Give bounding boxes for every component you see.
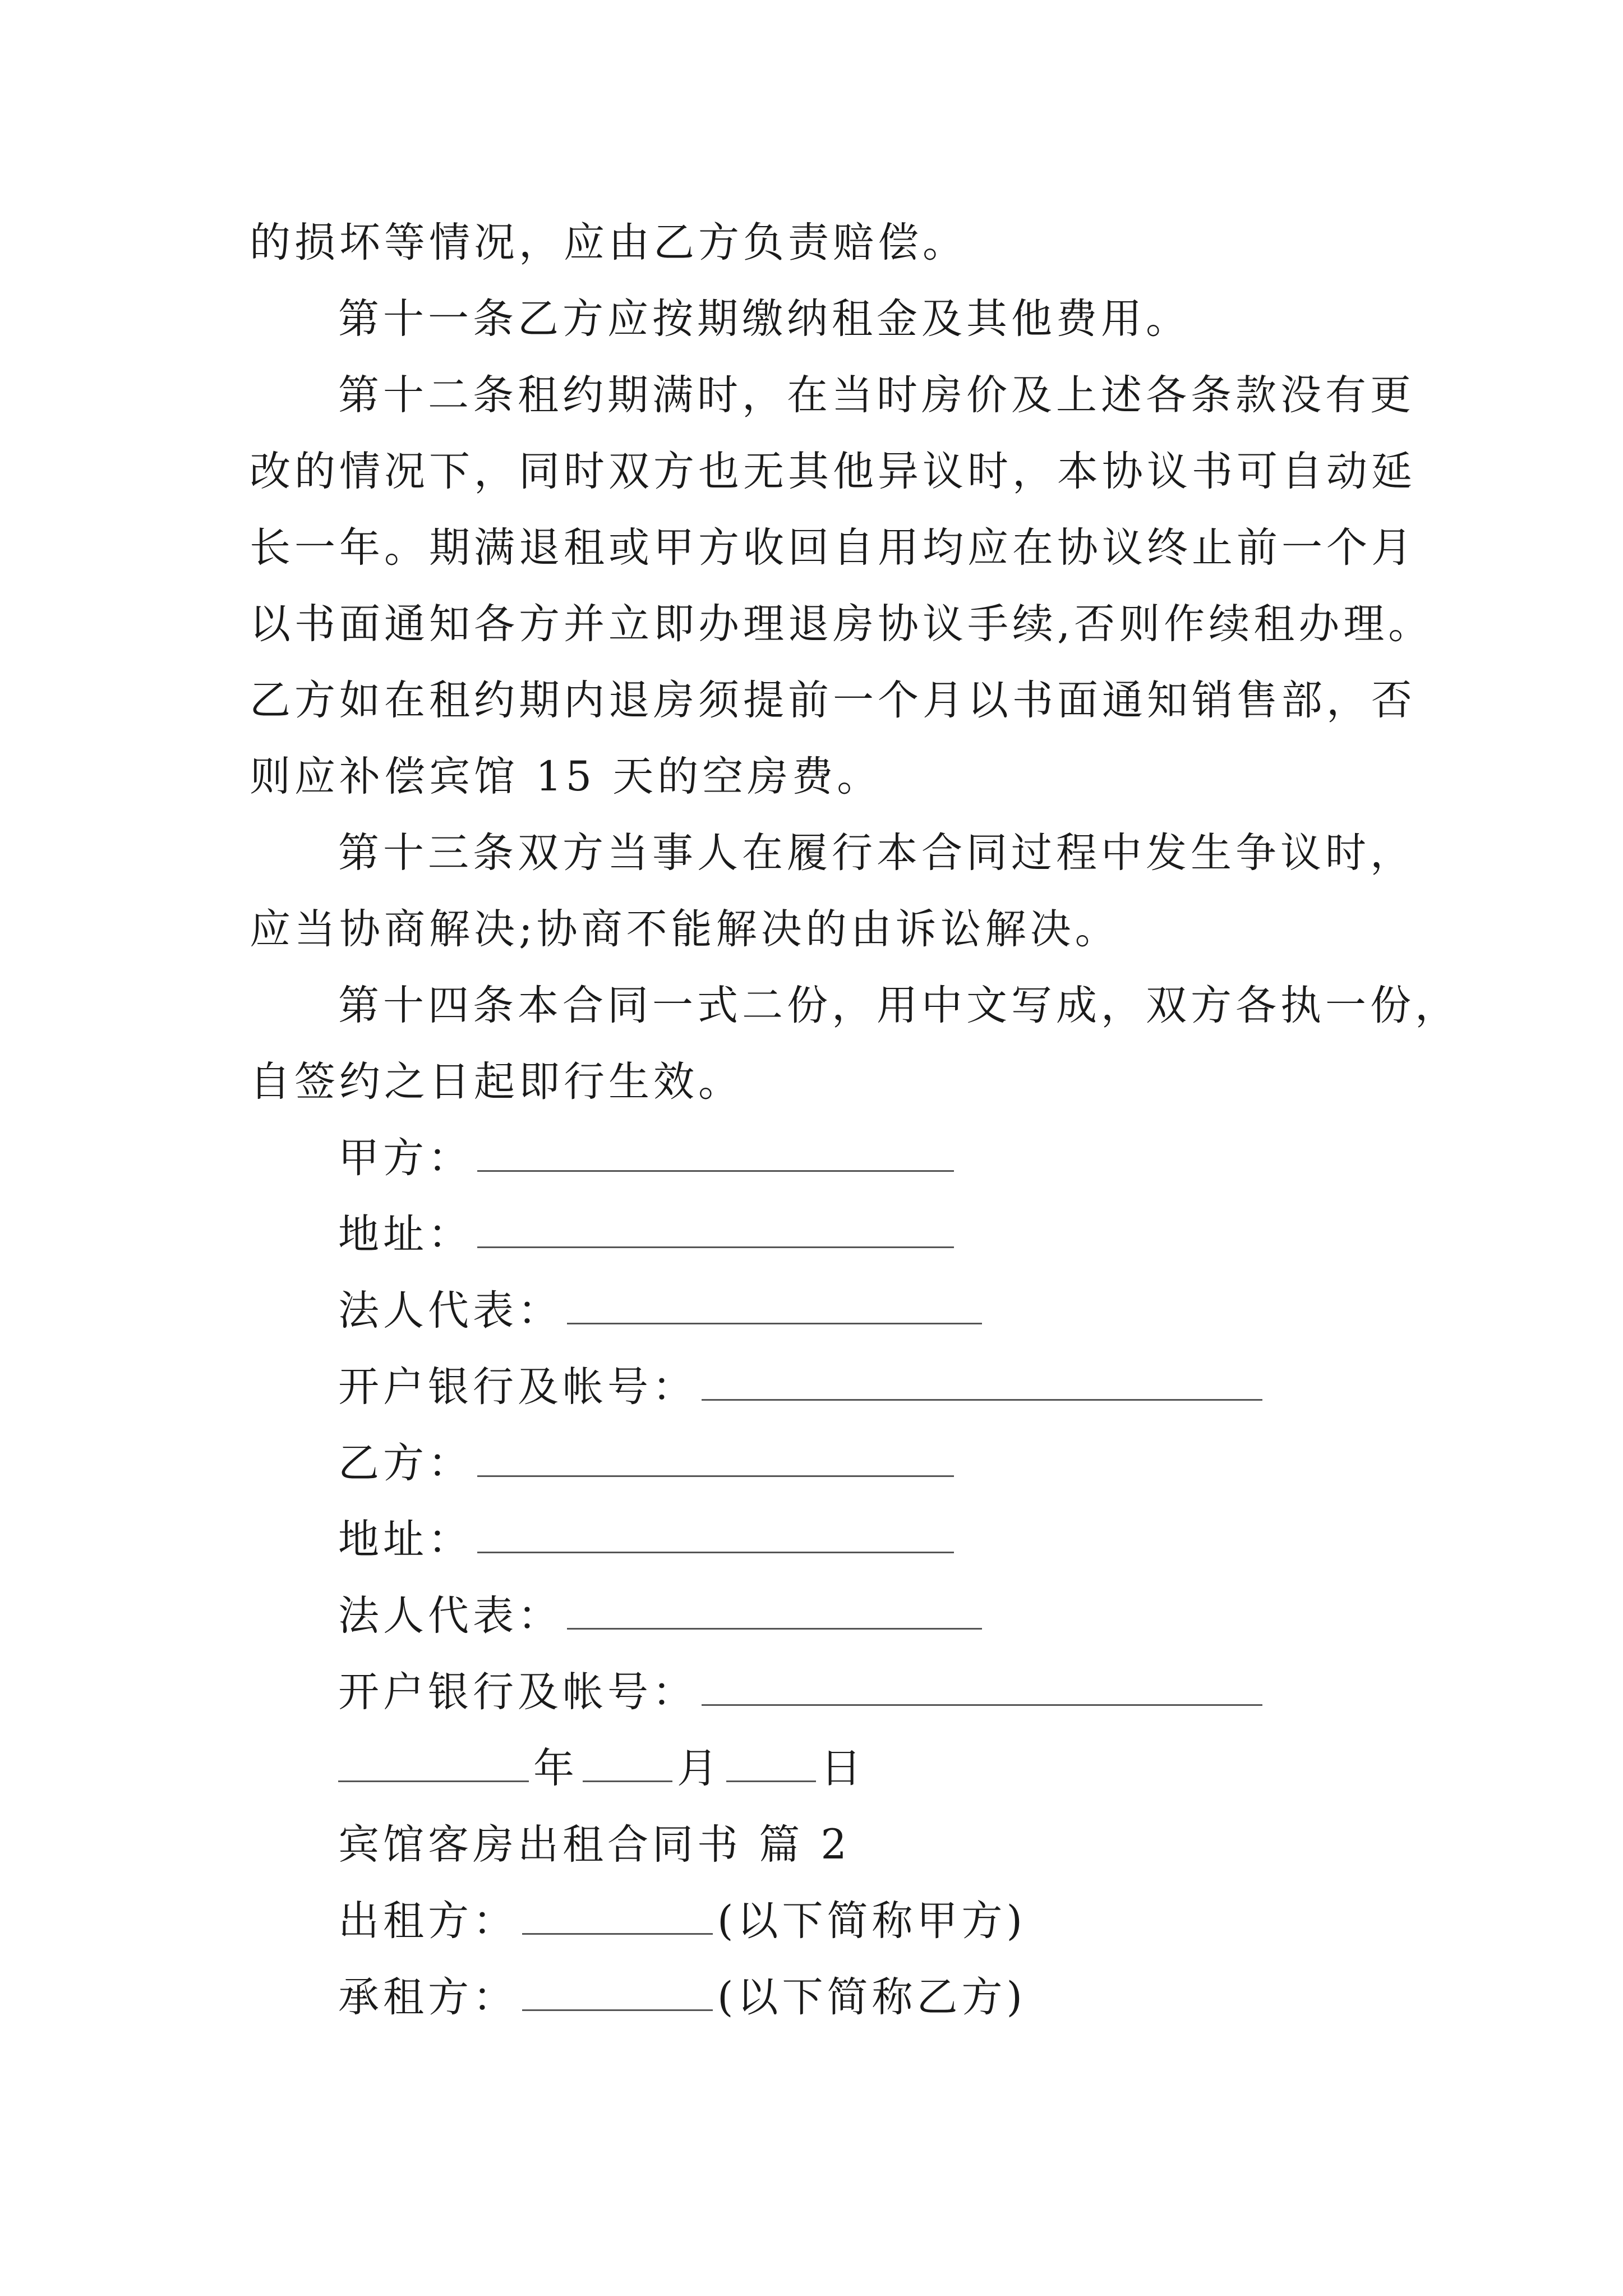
party-a-name-label: 甲方：	[338, 1134, 473, 1182]
party-a-rep-blank[interactable]	[567, 1288, 982, 1324]
lessor-blank[interactable]	[522, 1898, 713, 1935]
paragraph-line: 应当协商解决;协商不能解决的由诉讼解决。	[250, 905, 1120, 953]
lessee-blank[interactable]	[522, 1975, 713, 2011]
party-b-bank-blank[interactable]	[702, 1669, 1262, 1706]
document-body	[250, 205, 1460, 2036]
party-a-bank-blank[interactable]	[702, 1364, 1262, 1401]
date-row	[250, 1731, 1394, 1807]
paragraph-line: 的损坏等情况，应由乙方负责赔偿。	[250, 219, 967, 266]
party-b-rep-label: 法人代表：	[338, 1592, 562, 1640]
paragraph-line: 自签约之日起即行生效。	[250, 1058, 743, 1106]
party-a-rep-row	[250, 1273, 1394, 1349]
paragraph-line: 改的情况下，同时双方也无其他异议时，本协议书可自动延	[250, 448, 1416, 495]
paragraph-line: 第十二条租约期满时，在当时房价及上述各条款没有更	[338, 371, 1415, 419]
lessee-row	[250, 1959, 1394, 2036]
party-a-address-label: 地址：	[338, 1211, 473, 1258]
party-b-rep-row	[250, 1578, 1394, 1654]
paragraph-line: 则应补偿宾馆 15 天的空房费。	[250, 753, 882, 800]
party-a-bank-label: 开户银行及帐号：	[338, 1363, 697, 1411]
day-blank[interactable]	[726, 1746, 816, 1782]
lessee-label: 承租方：	[338, 1973, 518, 2021]
lessee-note: (以下简称乙方)	[717, 1973, 1026, 2021]
party-a-bank-row	[250, 1349, 1394, 1425]
party-a-address-blank[interactable]	[477, 1212, 954, 1248]
month-blank[interactable]	[583, 1746, 672, 1782]
lessor-label: 出租方：	[338, 1897, 518, 1945]
lessor-row	[250, 1883, 1394, 1959]
party-b-name-label: 乙方：	[338, 1439, 473, 1487]
party-b-bank-row	[250, 1654, 1394, 1731]
paragraph-line: 以书面通知各方并立即办理退房协议手续,否则作续租办理。	[250, 600, 1433, 648]
party-a-name-row	[250, 1120, 1394, 1197]
paragraph-line: 第十四条本合同一式二份，用中文写成，双方各执一份，	[338, 982, 1460, 1029]
paragraph-line: 第十三条双方当事人在履行本合同过程中发生争议时，	[338, 829, 1415, 877]
day-label: 日	[820, 1745, 865, 1792]
section-2-title: 宾馆客房出租合同书 篇 2	[338, 1821, 851, 1869]
party-a-name-blank[interactable]	[477, 1135, 954, 1172]
party-a-rep-label: 法人代表：	[338, 1287, 562, 1335]
year-blank[interactable]	[338, 1746, 529, 1782]
party-b-address-blank[interactable]	[477, 1517, 954, 1553]
lessor-note: (以下简称甲方)	[717, 1897, 1026, 1945]
party-b-name-row	[250, 1425, 1394, 1502]
party-b-address-row	[250, 1502, 1394, 1578]
party-b-rep-blank[interactable]	[567, 1593, 982, 1630]
paragraph-line: 长一年。期满退租或甲方收回自用均应在协议终止前一个月	[250, 524, 1416, 572]
party-b-bank-label: 开户银行及帐号：	[338, 1668, 697, 1716]
party-b-name-blank[interactable]	[477, 1441, 954, 1477]
paragraph-line: 乙方如在租约期内退房须提前一个月以书面通知销售部，否	[250, 677, 1416, 724]
year-label: 年	[533, 1745, 578, 1792]
month-label: 月	[677, 1745, 722, 1792]
paragraph-line: 第十一条乙方应按期缴纳租金及其他费用。	[338, 295, 1191, 343]
party-a-address-row	[250, 1197, 1394, 1273]
party-b-address-label: 地址：	[338, 1516, 473, 1563]
